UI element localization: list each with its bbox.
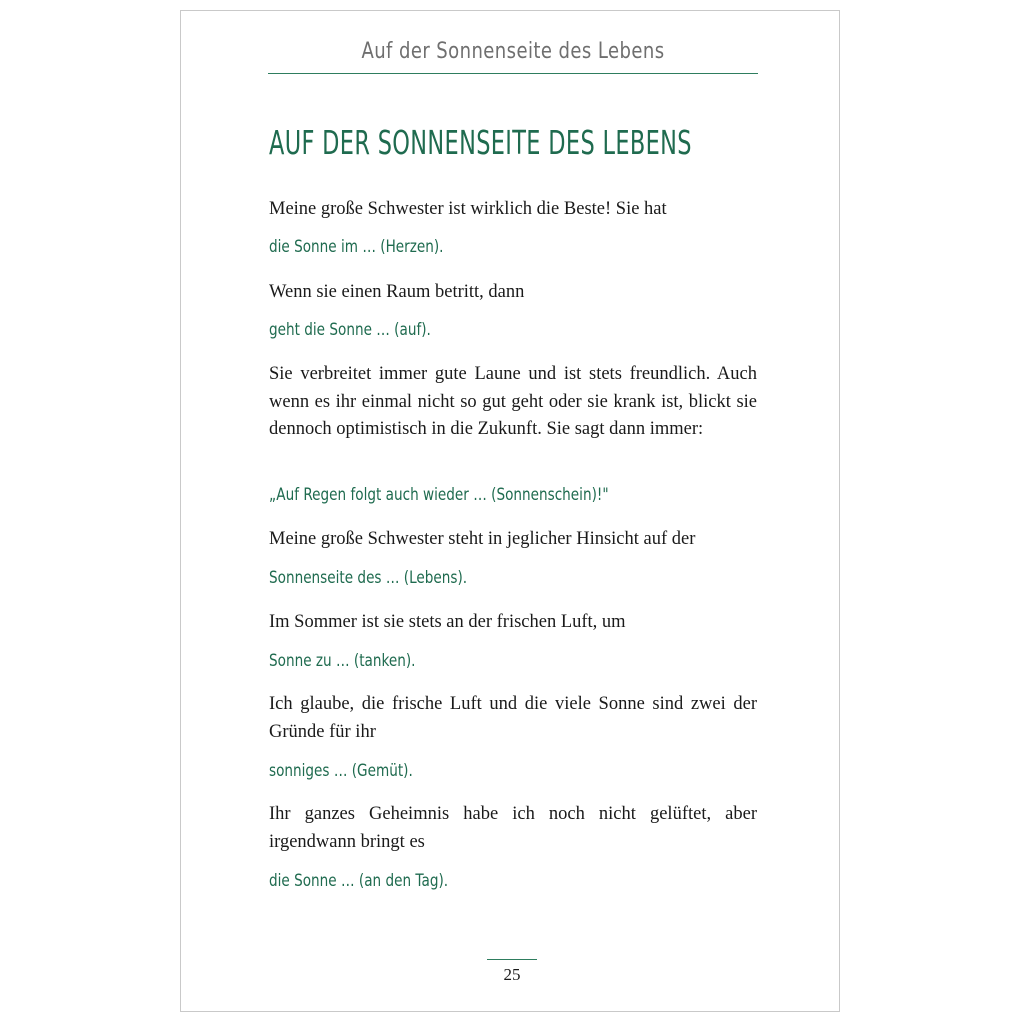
- answer-6: sonniges … (Gemüt).: [269, 761, 413, 781]
- book-page: [180, 10, 840, 1012]
- answer-5: Sonne zu … (tanken).: [269, 651, 416, 671]
- answer-7: die Sonne … (an den Tag).: [269, 871, 449, 891]
- header-rule: [268, 73, 758, 74]
- running-head: Auf der Sonnenseite des Lebens: [361, 39, 665, 64]
- answer-3: „Auf Regen folgt auch wieder … (Sonnenschein)!": [269, 485, 609, 505]
- chapter-title: AUF DER SONNENSEITE DES LEBENS: [269, 123, 692, 162]
- page-number: 25: [503, 965, 521, 984]
- paragraph-1: Meine große Schwester ist wirklich die Beste! Sie hat: [269, 199, 667, 219]
- answer-2: geht die Sonne … (auf).: [269, 320, 431, 340]
- paragraph-5: Im Sommer ist sie stets an der frischen Luft, um: [269, 612, 626, 632]
- answer-1: die Sonne im … (Herzen).: [269, 237, 444, 257]
- paragraph-6: Ich glaube, die frische Luft und die viele Sonne sind zwei der Gründe für ihr: [269, 694, 757, 742]
- paragraph-2: Wenn sie einen Raum betritt, dann: [269, 282, 525, 302]
- answer-4: Sonnenseite des … (Lebens).: [269, 568, 468, 588]
- paragraph-7: Ihr ganzes Geheimnis habe ich noch nicht gelüftet, aber irgendwann bringt es: [269, 804, 757, 852]
- paragraph-4: Meine große Schwester steht in jeglicher Hinsicht auf der: [269, 529, 696, 549]
- paragraph-3: Sie verbreitet immer gute Laune und ist stets freundlich. Auch wenn es ihr einmal nicht so gut geht oder sie krank ist, blickt sie dennoch optimistisch in die Zukunft. Sie sagt dann immer:: [269, 364, 757, 439]
- footer-rule: [487, 959, 537, 960]
